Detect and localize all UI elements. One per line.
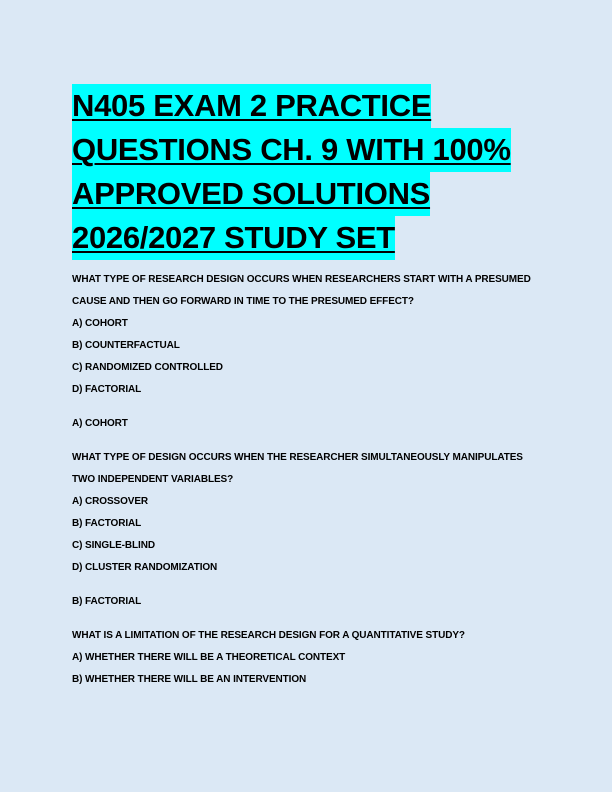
question-text: CAUSE AND THEN GO FORWARD IN TIME TO THE PRESUMED EFFECT? [72, 296, 414, 307]
answer-option: C) RANDOMIZED CONTROLLED [72, 362, 223, 373]
answer-option: A) COHORT [72, 318, 128, 329]
answer-option: C) SINGLE-BLIND [72, 540, 155, 551]
questions-section [72, 269, 542, 691]
question-text: TWO INDEPENDENT VARIABLES? [72, 474, 234, 485]
correct-answer: A) COHORT [72, 418, 128, 429]
answer-option: A) CROSSOVER [72, 496, 149, 507]
correct-answer: B) FACTORIAL [72, 596, 142, 607]
title-line: QUESTIONS CH. 9 WITH 100% [72, 128, 511, 172]
question-text: WHAT TYPE OF RESEARCH DESIGN OCCURS WHEN RESEARCHERS START WITH A PRESUMED [72, 274, 531, 285]
answer-option: B) FACTORIAL [72, 518, 142, 529]
answer-option: B) WHETHER THERE WILL BE AN INTERVENTION [72, 674, 307, 685]
answer-option: D) CLUSTER RANDOMIZATION [72, 562, 218, 573]
answer-option: A) WHETHER THERE WILL BE A THEORETICAL CONTEXT [72, 652, 346, 663]
title-line: 2026/2027 STUDY SET [72, 216, 395, 260]
title-line: APPROVED SOLUTIONS [72, 172, 430, 216]
answer-option: D) FACTORIAL [72, 384, 142, 395]
question-text: WHAT IS A LIMITATION OF THE RESEARCH DESIGN FOR A QUANTITATIVE STUDY? [72, 630, 465, 641]
question-text: WHAT TYPE OF DESIGN OCCURS WHEN THE RESEARCHER SIMULTANEOUSLY MANIPULATES [72, 452, 523, 463]
answer-option: B) COUNTERFACTUAL [72, 340, 180, 351]
document-title [72, 84, 542, 260]
title-line: N405 EXAM 2 PRACTICE [72, 84, 431, 128]
